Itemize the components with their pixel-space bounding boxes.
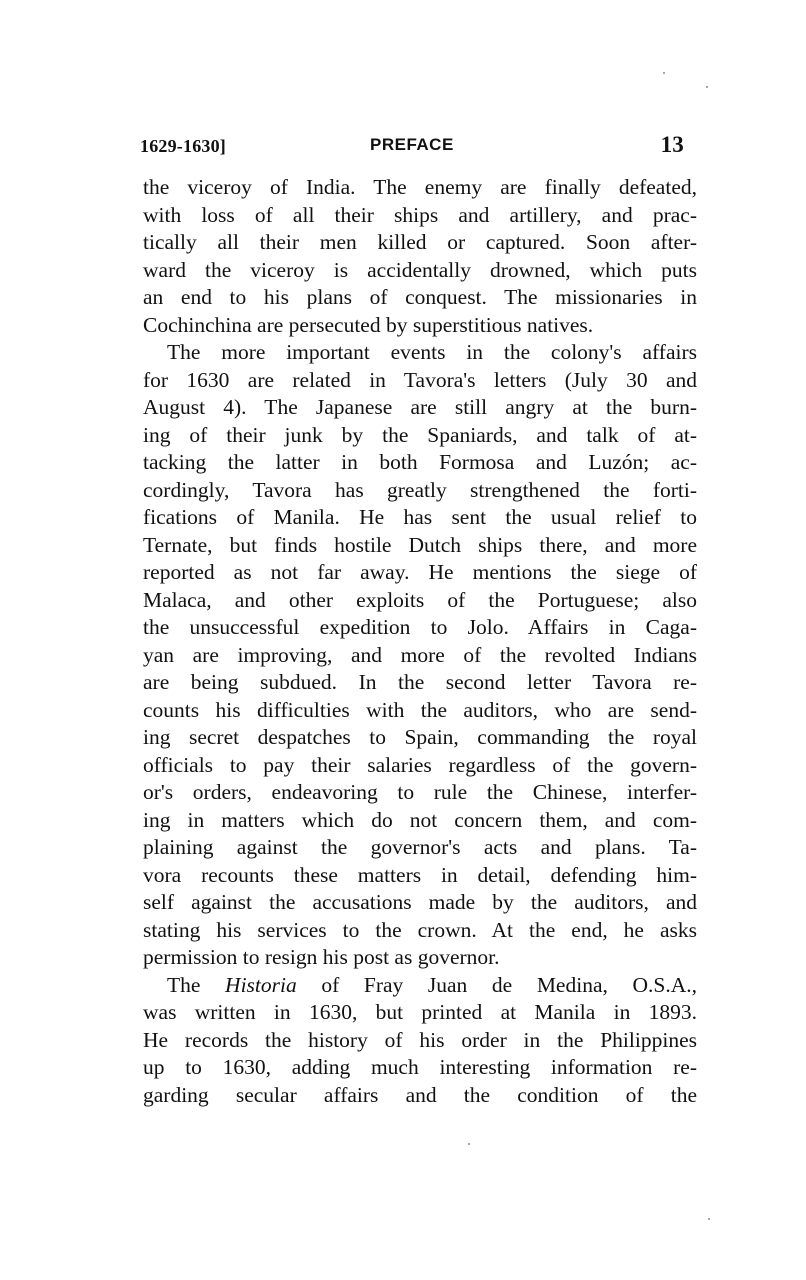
- text-line: cordingly, Tavora has greatly strengthened the forti-: [143, 477, 697, 502]
- text-fragment: of Fray Juan de Medina, O.S.A.,: [296, 972, 697, 997]
- text-line: tically all their men killed or captured. Soon after-: [143, 230, 697, 254]
- body-text: [143, 174, 697, 1109]
- text-line: for 1630 are related in Tavora's letters (July 30 and: [143, 367, 697, 392]
- text-line: ing in matters which do not concern them, and com-: [143, 807, 697, 832]
- text-line: reported as not far away. He mentions the siege of: [143, 560, 697, 584]
- running-head-date-range: 1629-1630]: [140, 136, 226, 156]
- italic-title: Historia: [225, 972, 297, 997]
- text-line: an end to his plans of conquest. The missionaries in: [143, 285, 697, 309]
- text-line: garding secular affairs and the condition of the: [143, 1082, 697, 1107]
- text-line: self against the accusations made by the auditors, and: [143, 890, 697, 914]
- text-line: was written in 1630, but printed at Manila in 1893.: [143, 1000, 697, 1024]
- running-head: [140, 132, 688, 162]
- text-line: permission to resign his post as governor.: [143, 945, 500, 969]
- text-line: are being subdued. In the second letter Tavora re-: [143, 670, 697, 694]
- text-line: the unsuccessful expedition to Jolo. Affairs in Caga-: [143, 615, 697, 639]
- text-line: tacking the latter in both Formosa and Luzón; ac-: [143, 450, 697, 474]
- scan-speck: [706, 86, 708, 88]
- text-fragment: The: [167, 972, 226, 997]
- running-head-title: PREFACE: [370, 135, 454, 154]
- text-line: August 4). The Japanese are still angry at the burn-: [143, 395, 697, 419]
- text-line: with loss of all their ships and artillery, and prac-: [143, 202, 697, 227]
- text-line: the viceroy of India. The enemy are finally defeated,: [143, 175, 697, 199]
- text-line: ing of their junk by the Spaniards, and talk of at-: [143, 422, 697, 447]
- scan-speck: [663, 72, 665, 74]
- text-line: The more important events in the colony's affairs: [167, 340, 697, 364]
- scan-speck: [468, 1143, 470, 1145]
- text-line: Cochinchina are persecuted by superstitious natives.: [143, 312, 594, 337]
- text-line: stating his services to the crown. At the end, he asks: [143, 917, 697, 942]
- paragraph-3: [143, 972, 697, 1110]
- text-line: vora recounts these matters in detail, defending him-: [143, 862, 697, 887]
- text-line: up to 1630, adding much interesting information re-: [143, 1055, 697, 1079]
- text-line: officials to pay their salaries regardless of the govern-: [143, 752, 697, 777]
- paragraph-1: [143, 174, 697, 339]
- text-line: Ternate, but finds hostile Dutch ships there, and more: [143, 532, 697, 557]
- text-line: yan are improving, and more of the revolted Indians: [143, 642, 697, 667]
- paragraph-2: [143, 339, 697, 972]
- text-line: plaining against the governor's acts and plans. Ta-: [143, 835, 697, 859]
- page-number: 13: [660, 132, 684, 157]
- text-line: or's orders, endeavoring to rule the Chinese, interfer-: [143, 780, 697, 804]
- text-line: fications of Manila. He has sent the usual relief to: [143, 505, 697, 529]
- text-line: counts his difficulties with the auditors, who are send-: [143, 697, 697, 722]
- text-line: [143, 972, 697, 1000]
- text-line: ing secret despatches to Spain, commanding the royal: [143, 725, 697, 749]
- text-line: He records the history of his order in the Philippines: [143, 1027, 697, 1052]
- text-line: ward the viceroy is accidentally drowned, which puts: [143, 257, 697, 282]
- scan-speck: [708, 1218, 710, 1220]
- text-line: Malaca, and other exploits of the Portuguese; also: [143, 587, 697, 612]
